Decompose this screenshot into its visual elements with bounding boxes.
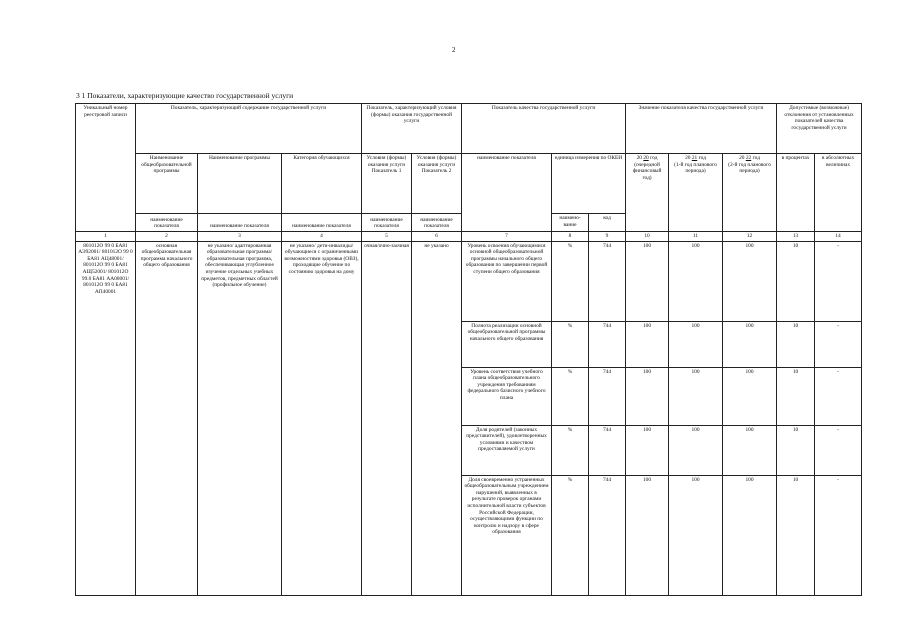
name-of-indicator-4: наименование показателя xyxy=(282,214,362,232)
column-number: 2 xyxy=(136,232,198,242)
indicator-unit: % xyxy=(552,367,589,425)
program-name-header: Наименование программы xyxy=(198,154,282,214)
quality-indicator-header: Показатель качества государственной услуги xyxy=(462,104,626,154)
column-number-row xyxy=(76,232,862,242)
value-2022: 100 xyxy=(723,475,777,595)
column-number: 1 xyxy=(76,232,136,242)
name-of-indicator-3: наименование показателя xyxy=(198,214,282,232)
value-2020: 100 xyxy=(626,425,669,475)
measure-unit-header: единица измерения по ОКЕИ xyxy=(552,154,626,214)
quality-indicators-table xyxy=(75,103,862,596)
form-cell: очная/очно-заочная xyxy=(362,241,412,595)
header-row-2 xyxy=(76,154,862,214)
table-row xyxy=(76,241,862,321)
value-2021: 100 xyxy=(669,241,723,321)
category-header: Категория обучающихся xyxy=(282,154,362,214)
deviation-percent: 10 xyxy=(777,241,815,321)
indicator-unit: % xyxy=(552,425,589,475)
column-number: 12 xyxy=(723,232,777,242)
value-2021: 100 xyxy=(669,425,723,475)
column-number: 5 xyxy=(362,232,412,242)
indicator-name: Доля родителей (законных представителей), удовлетворенных условиями и качеством предоставляемой услуги xyxy=(462,425,552,475)
column-number: 3 xyxy=(198,232,282,242)
program-type-cell: не указано/ адаптированная образовательная программа/ образовательная программа, обеспечивающая углубленное изучение отдельных учебных предметов, предметных областей (профильное обучение) xyxy=(198,241,282,595)
year-2021-header: 20 21 год (1-й год планового периода) xyxy=(669,154,723,232)
indicator-unit: % xyxy=(552,475,589,595)
content-indicator-header: Показатель, характеризующий содержание государственной услуги xyxy=(136,104,362,154)
column-number: 13 xyxy=(777,232,815,242)
year-2022-header: 20 22 год (2-й год планового периода) xyxy=(723,154,777,232)
indicator-code: 744 xyxy=(589,475,626,595)
registry-numbers: 801012О 99 0 БА81 АЭ92001/ 801012О 99 0 БА81 АЦ48001/ 801012О 99 0 БА81 АЩ52001/ 801012О 99.0 БА81 АА00001/ 801012О 99 0 БА81 АП40001 xyxy=(76,241,136,595)
column-number: 7 xyxy=(462,232,552,242)
deviation-percent: 10 xyxy=(777,367,815,425)
column-number: 6 xyxy=(412,232,462,242)
column-number: 14 xyxy=(815,232,862,242)
value-2022: 100 xyxy=(723,241,777,321)
category-cell: не указано/ дети-инвалиды/ обучающиеся с ограниченными возможностями здоровья (ОВЗ), проходящие обучение по состоянию здоровья на дому xyxy=(282,241,362,595)
condition-indicator-header: Показатель, характеризующий условия (формы) оказания государственной услуги xyxy=(362,104,462,154)
org-name-header: Наименование общеобразовательной программы xyxy=(136,154,198,214)
section-title: 3 1 Показатели, характеризующие качество государственной услуги xyxy=(76,91,294,100)
value-2021: 100 xyxy=(669,321,723,367)
value-2021: 100 xyxy=(669,475,723,595)
page-number: 2 xyxy=(452,46,456,54)
column-number: 11 xyxy=(669,232,723,242)
indicator-name: Уровень освоения обучающимися основной общеобразовательной программы начального общего образования по завершении первой ступени общего образования xyxy=(462,241,552,321)
deviation-absolute: - xyxy=(815,367,862,425)
in-percent-header: в процентах xyxy=(777,154,815,232)
indicator-unit: % xyxy=(552,321,589,367)
indicator-code: 744 xyxy=(589,425,626,475)
value-2022: 100 xyxy=(723,321,777,367)
quality-values-header: Значение показателя качества государственной услуги xyxy=(626,104,777,154)
deviation-percent: 10 xyxy=(777,321,815,367)
name-of-indicator-2: наименование показателя xyxy=(136,214,198,232)
condition2-header: Условия (формы) оказания услуги Показатель 2 xyxy=(412,154,462,214)
indicator-unit: % xyxy=(552,241,589,321)
deviation-absolute: - xyxy=(815,241,862,321)
allowed-deviation-header: Допустимые (возможные) отклонения от установленных показателей качества государственной услуги xyxy=(777,104,862,154)
value-2022: 100 xyxy=(723,425,777,475)
indicator-name: Доля своевременно устраненных общеобразовательным учреждением нарушений, выявленных в результате проверок органами исполнительной власти субъектов Российской Федерации, осуществляющими функции по контролю и надзору в сфере образования xyxy=(462,475,552,595)
indicator-name-header: наименование показателя xyxy=(462,154,552,232)
value-2020: 100 xyxy=(626,367,669,425)
unique-number-header: Уникальный номер реестровой записи xyxy=(76,104,136,232)
deviation-absolute: - xyxy=(815,425,862,475)
measure-code-header: код xyxy=(589,214,626,232)
value-2021: 100 xyxy=(669,367,723,425)
indicator-code: 744 xyxy=(589,321,626,367)
value-2020: 100 xyxy=(626,321,669,367)
indicator-name: Полнота реализации основной общеобразовательной программы начального общего образования xyxy=(462,321,552,367)
indicator-code: 744 xyxy=(589,367,626,425)
value-2022: 100 xyxy=(723,367,777,425)
deviation-absolute: - xyxy=(815,475,862,595)
deviation-percent: 10 xyxy=(777,475,815,595)
program-cell: основная общеобразовательная программа начального общего образования xyxy=(136,241,198,595)
in-absolute-header: в абсолютных величинах xyxy=(815,154,862,232)
year-2020-header: 20 20 год (очередной финансовый год) xyxy=(626,154,669,232)
indicator-code: 744 xyxy=(589,241,626,321)
condition1-header: Условия (формы) оказания услуги Показатель 1 xyxy=(362,154,412,214)
name-of-indicator-5: наименование показателя xyxy=(362,214,412,232)
column-number: 10 xyxy=(626,232,669,242)
column-number: 9 xyxy=(589,232,626,242)
deviation-absolute: - xyxy=(815,321,862,367)
deviation-percent: 10 xyxy=(777,425,815,475)
header-row-1 xyxy=(76,104,862,154)
column-number: 4 xyxy=(282,232,362,242)
measure-name-header: наимено-вание xyxy=(552,214,589,232)
condition2-cell: не указано xyxy=(412,241,462,595)
value-2020: 100 xyxy=(626,475,669,595)
column-number: 8 xyxy=(552,232,589,242)
value-2020: 100 xyxy=(626,241,669,321)
name-of-indicator-6: наименование показателя xyxy=(412,214,462,232)
indicator-name: Уровень соответствия учебного плана общеобразовательного учреждения требованиям федерального базисного учебного плана xyxy=(462,367,552,425)
